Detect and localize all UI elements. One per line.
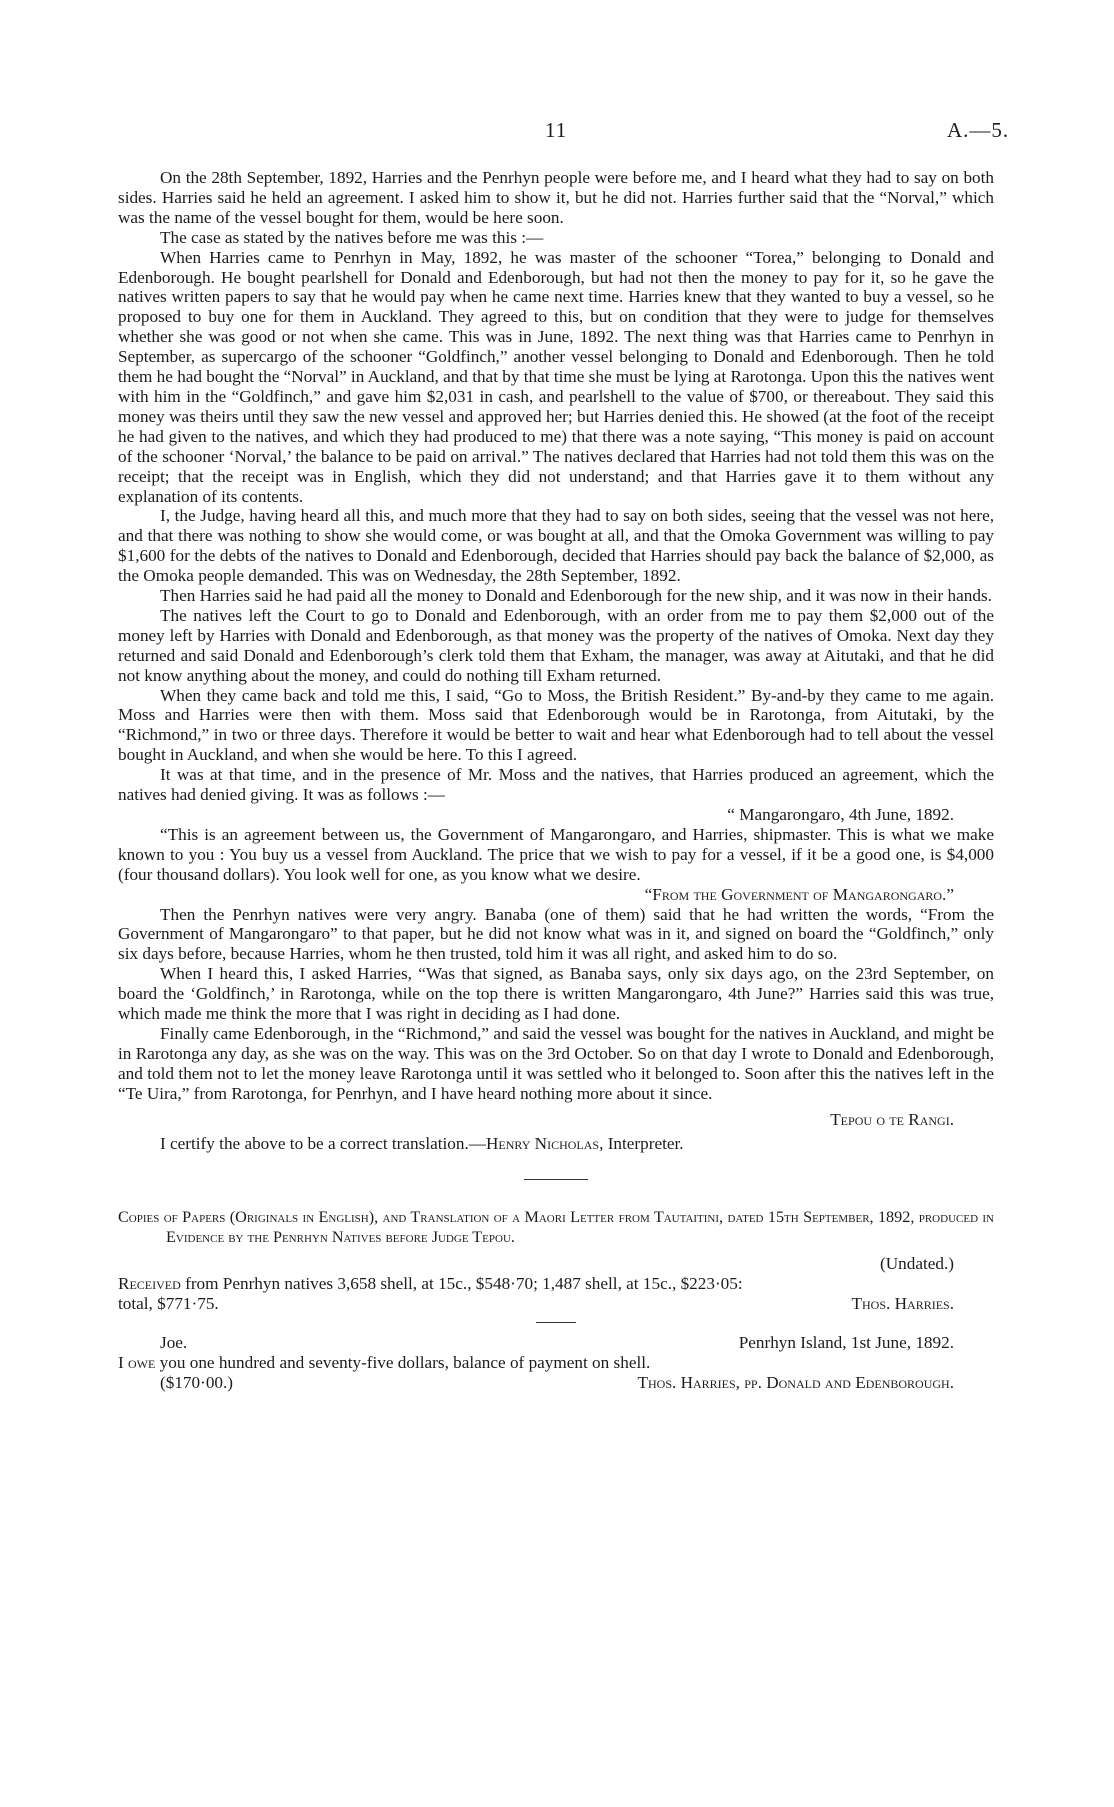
paragraph: It was at that time, and in the presence of Mr. Moss and the natives, that Harries produced an agreement, which the natives had denied giving. It was as follows :—: [118, 765, 994, 805]
received-word: Received: [118, 1274, 181, 1294]
interpreter-role: , Interpreter.: [599, 1133, 684, 1153]
receipt-text: from Penrhyn natives 3,658 shell, at 15c., $548·70; 1,487 shell, at 15c., $223·05:: [180, 1274, 743, 1294]
paragraph: When Harries came to Penrhyn in May, 1892, he was master of the schooner “Torea,” belonging to Donald and Edenborough. He bought pearlshell for Donald and Edenborough, but had not then the money to pay for it, so he gave the natives written papers to say that he would pay when he came next time. Harries knew that they wanted to buy a vessel, so he proposed to buy one for them in Auckland. They agreed to this, but on condition that they were to judge for themselves whether she was good or not when she came. This was in June, 1892. The next thing was that Harries came to Penrhyn in September, as supercargo of the schooner “Goldfinch,” another vessel belonging to Donald and Edenborough. Then he told them he had bought the “Norval” in Auckland, and that by that time she must be lying at Rarotonga. Upon this the natives went with him in the “Goldfinch,” and gave him $2,031 in cash, and pearlshell to the value of $700, or thereabout. They said this money was theirs until they saw the new vessel and approved her; but Harries denied this. He showed (at the foot of the receipt he had given to the natives, and which they had produced to me) that there was a note saying, “This money is paid on account of the schooner ‘Norval,’ the balance to be paid on arrival.” The natives declared that Harries had not told them this was on the receipt; that the receipt was in English, which they did not understand; and that Harries gave it to them without any explanation of its contents.: [118, 247, 994, 506]
agreement-dateline: “ Mangarongaro, 4th June, 1892.: [727, 805, 954, 824]
iou-line: [118, 1353, 994, 1373]
iou-header-row: [118, 1333, 994, 1353]
iou-place-date: Penrhyn Island, 1st June, 1892.: [738, 1332, 954, 1352]
paragraph: When I heard this, I asked Harries, “Was that signed, as Banaba says, only six days ago, on the 23rd September, on board the ‘Goldfinch,’ in Rarotonga, while on the top there is written Mangarongaro, 4th June?” Harries said this was true, which made me think the more that I was right in deciding as I had done.: [118, 964, 994, 1024]
iou-footer-row: [118, 1373, 994, 1393]
judge-signature: Tepou o te Rangi.: [830, 1109, 954, 1129]
paragraph: On the 28th September, 1892, Harries and the Penrhyn people were before me, and I heard what they had to say on both sides. Harries said he held an agreement. I asked him to show it, but he did not. Harries further said that the “Norval,” which was the name of the vessel bought for them, would be here soon.: [118, 168, 994, 227]
paragraph: When they came back and told me this, I said, “Go to Moss, the British Resident.” By-and-by they came to me again. Moss and Harries were then with them. Moss said that Edenborough would be in Rarotonga, from Aitutaki, by the “Richmond,” in two or three days. Therefore it would be better to wait and hear what Edenborough had to tell about the vessel bought in Auckland, and when she would be here. To this I agreed.: [118, 685, 994, 765]
paragraph: The natives left the Court to go to Donald and Edenborough, with an order from me to pay them $2,000 out of the money left by Harries with Donald and Edenborough, as that money was the property of the natives of Omoka. Next day they returned and said Donald and Edenborough’s clerk told them that Exham, the manager, was away at Aitutaki, and that he did not know anything about the money, and could do nothing till Exham returned.: [118, 605, 994, 685]
interpreter-name: Henry Nicholas: [485, 1133, 600, 1153]
receipt-line: [118, 1274, 994, 1294]
receipt-total-row: [118, 1294, 994, 1314]
short-divider: [536, 1322, 576, 1323]
undated-label: (Undated.): [880, 1254, 954, 1274]
iou-signer: Thos. Harries, pp. Donald and Edenborough.: [637, 1372, 954, 1392]
owe-word: I owe: [118, 1352, 156, 1372]
paragraph: Then Harries said he had paid all the money to Donald and Edenborough for the new ship, and it was now in their hands.: [160, 586, 992, 606]
iou-amount: ($170·00.): [160, 1372, 234, 1392]
paragraph: I, the Judge, having heard all this, and much more that they had to say on both sides, seeing that the vessel was not here, and that there was nothing to show she would come, or was bought at all, and that the Omoka Government was willing to pay $1,600 for the debts of the natives to Donald and Edenborough, decided that Harries should pay back the balance of $2,000, as the Omoka people demanded. This was on Wednesday, the 28th September, 1892.: [118, 506, 994, 586]
iou-addressee: Joe.: [160, 1332, 188, 1352]
page-number: 11: [545, 118, 568, 142]
certify-text: I certify the above to be a correct translation.—: [160, 1133, 486, 1153]
paragraph: Finally came Edenborough, in the “Richmond,” and said the vessel was bought for the natives in Auckland, and might be in Rarotonga any day, as she was on the way. This was on the 3rd October. So on that day I wrote to Donald and Edenborough, and told them not to let the money leave Rarotonga until it was settled who it belonged to. Soon after this the natives left in the “Te Uira,” from Rarotonga, for Penrhyn, and I have heard nothing more about it since.: [118, 1023, 994, 1103]
receipt-total: total, $771·75.: [118, 1294, 219, 1314]
receipt-signer: Thos. Harries.: [851, 1294, 954, 1314]
section-divider: [524, 1179, 588, 1180]
agreement-signature: “From the Government of Mangarongaro.”: [644, 884, 954, 904]
agreement-text: “This is an agreement between us, the Government of Mangarongaro, and Harries, shipmaster. This is what we make known to you : You buy us a vessel from Auckland. The price that we wish to pay for a vessel, if it be a good one, is $4,000 (four thousand dollars). You look well for one, as you know what we desire.: [118, 824, 994, 884]
certify-line: [118, 1134, 994, 1154]
document-body: [118, 168, 994, 1393]
copies-heading: Copies of Papers (Originals in English), and Translation of a Maori Letter from Tautaitini, dated 15th September, 1892, produced in Evidence by the Penrhyn Natives before Judge Tepou.: [118, 1208, 994, 1247]
paragraph: Then the Penrhyn natives were very angry. Banaba (one of them) said that he had written the words, “From the Government of Mangarongaro” to that paper, but he did not know what was in it, and signed on board the “Goldfinch,” only six days before, because Harries, whom he then trusted, told him it was all right, and asked him to do so.: [118, 904, 994, 964]
iou-text: you one hundred and seventy-five dollars, balance of payment on shell.: [155, 1352, 651, 1372]
document-reference: A.—5.: [947, 118, 1010, 142]
paragraph: The case as stated by the natives before me was this :—: [160, 227, 544, 247]
